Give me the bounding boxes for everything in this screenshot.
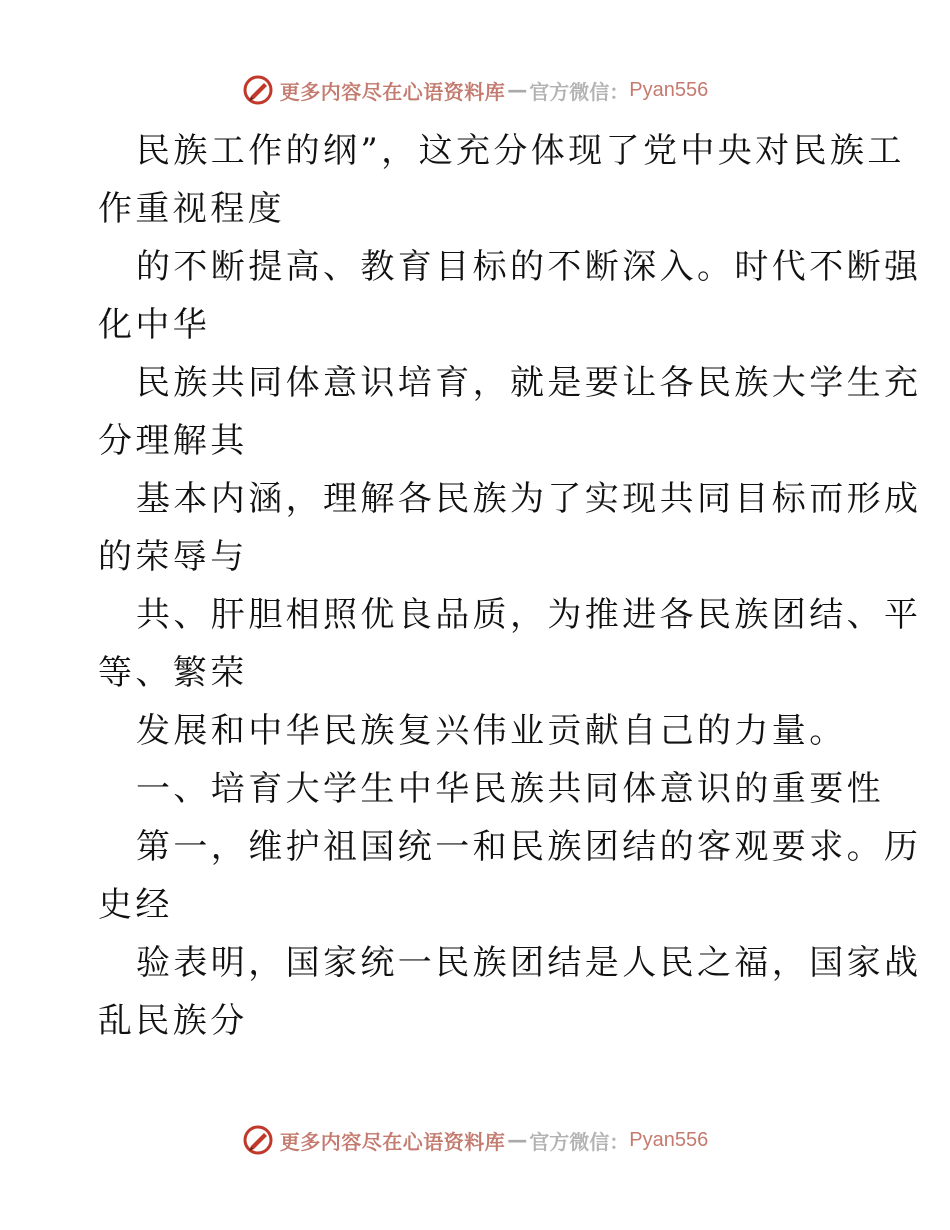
- banner-separator: —: [507, 1128, 528, 1152]
- text-line: 乱民族分: [98, 1001, 248, 1041]
- section-heading: 一、培育大学生中华民族共同体意识的重要性: [136, 769, 884, 809]
- text-line: 的荣辱与: [98, 537, 248, 577]
- banner-title: 更多内容尽在心语资料库: [279, 1129, 506, 1154]
- text-line: 民族共同体意识培育，就是要让各民族大学生充: [136, 363, 922, 403]
- text-line: 民族工作的纲”，这充分体现了党中央对民族工: [136, 131, 905, 171]
- text-line: 的不断提高、教育目标的不断深入。时代不断强: [136, 247, 922, 287]
- banner-wechat-label: 官方微信：: [529, 1129, 630, 1154]
- text-line: 等、繁荣: [98, 653, 248, 693]
- text-line: 化中华: [98, 305, 211, 345]
- pen-logo-icon: [242, 1124, 274, 1156]
- text-line: 作重视程度: [98, 189, 285, 229]
- banner-wechat-label: 官方微信：: [529, 79, 630, 104]
- text-line: 分理解其: [98, 421, 248, 461]
- text-line: 第一，维护祖国统一和民族团结的客观要求。历: [136, 827, 922, 867]
- banner-wechat-id: Pyan556: [629, 1128, 709, 1151]
- document-body: [98, 122, 922, 1050]
- pen-logo-icon: [242, 74, 274, 106]
- text-line: 史经: [98, 885, 173, 925]
- header-banner: [0, 70, 950, 110]
- text-line: 发展和中华民族复兴伟业贡献自己的力量。: [136, 711, 847, 751]
- banner-separator: —: [507, 78, 528, 102]
- banner-wechat-id: Pyan556: [629, 78, 709, 101]
- text-line: 共、肝胆相照优良品质，为推进各民族团结、平: [136, 595, 922, 635]
- text-line: 验表明，国家统一民族团结是人民之福，国家战: [136, 943, 922, 983]
- footer-banner: [0, 1120, 950, 1160]
- text-line: 基本内涵，理解各民族为了实现共同目标而形成: [136, 479, 922, 519]
- banner-title: 更多内容尽在心语资料库: [279, 79, 506, 104]
